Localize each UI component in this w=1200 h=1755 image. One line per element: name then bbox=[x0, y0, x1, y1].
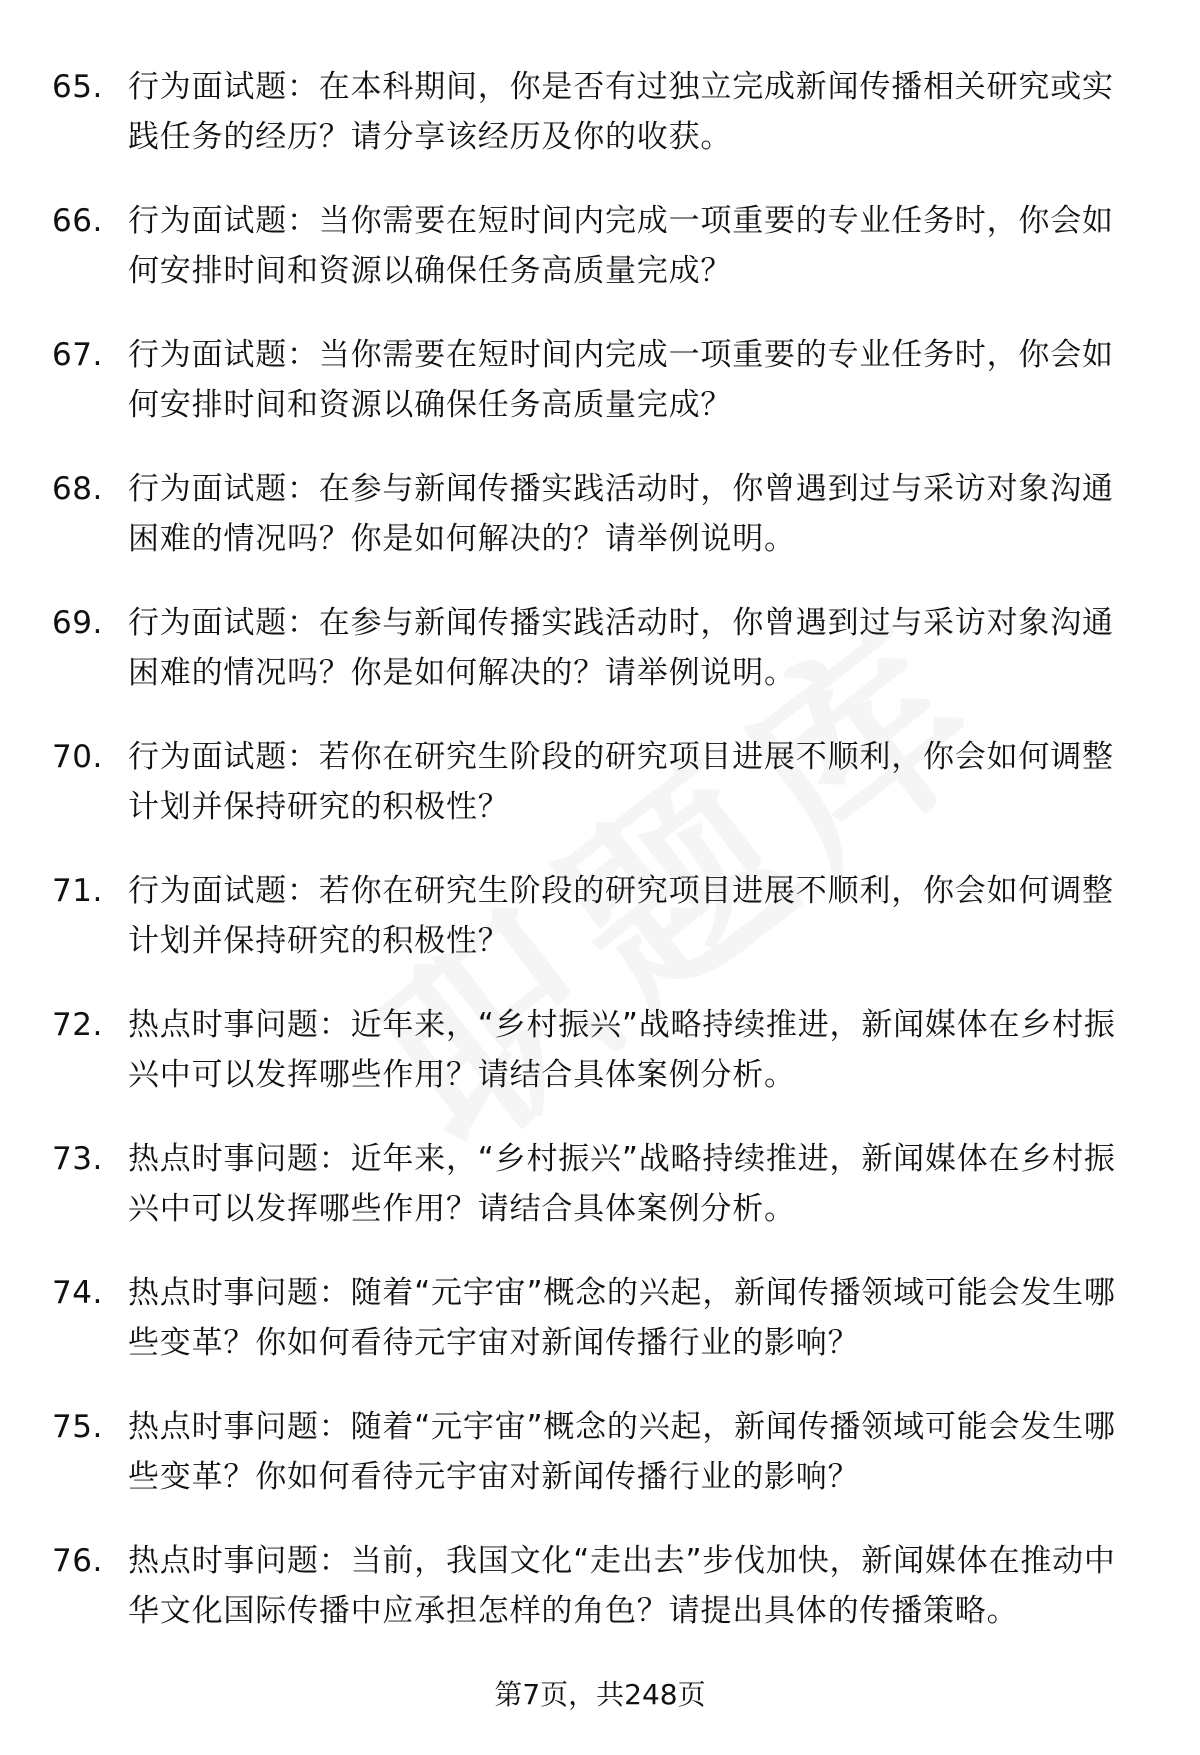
question-number: 68. bbox=[52, 471, 103, 507]
question-item bbox=[52, 1268, 1152, 1368]
question-number: 72. bbox=[52, 1007, 103, 1043]
question-number: 73. bbox=[52, 1141, 103, 1177]
question-item bbox=[52, 1134, 1152, 1234]
question-item bbox=[52, 1536, 1152, 1636]
question-text: 行为面试题：当你需要在短时间内完成一项重要的专业任务时，你会如何安排时间和资源以确保任务高质量完成？ bbox=[128, 337, 1114, 423]
page-footer: 第7页，共248页 bbox=[494, 1678, 706, 1711]
question-item bbox=[52, 1000, 1152, 1100]
question-number: 66. bbox=[52, 203, 103, 239]
question-item bbox=[52, 62, 1152, 162]
question-text: 热点时事问题：随着“元宇宙”概念的兴起，新闻传播领域可能会发生哪些变革？你如何看待元宇宙对新闻传播行业的影响？ bbox=[128, 1409, 1116, 1495]
question-number: 65. bbox=[52, 69, 103, 105]
question-number: 70. bbox=[52, 739, 103, 775]
question-text: 热点时事问题：近年来，“乡村振兴”战略持续推进，新闻媒体在乡村振兴中可以发挥哪些作用？请结合具体案例分析。 bbox=[128, 1007, 1116, 1093]
question-item bbox=[52, 330, 1152, 430]
question-list bbox=[52, 62, 1152, 1670]
question-item bbox=[52, 866, 1152, 966]
question-item bbox=[52, 598, 1152, 698]
question-item bbox=[52, 1402, 1152, 1502]
question-text: 热点时事问题：当前，我国文化“走出去”步伐加快，新闻媒体在推动中华文化国际传播中应承担怎样的角色？请提出具体的传播策略。 bbox=[128, 1543, 1116, 1629]
question-number: 67. bbox=[52, 337, 103, 373]
question-number: 74. bbox=[52, 1275, 103, 1311]
question-text: 热点时事问题：随着“元宇宙”概念的兴起，新闻传播领域可能会发生哪些变革？你如何看待元宇宙对新闻传播行业的影响？ bbox=[128, 1275, 1116, 1361]
question-item bbox=[52, 732, 1152, 832]
question-text: 行为面试题：若你在研究生阶段的研究项目进展不顺利，你会如何调整计划并保持研究的积极性？ bbox=[128, 739, 1114, 825]
question-number: 69. bbox=[52, 605, 103, 641]
question-number: 71. bbox=[52, 873, 103, 909]
question-number: 76. bbox=[52, 1543, 103, 1579]
question-item bbox=[52, 464, 1152, 564]
question-text: 热点时事问题：近年来，“乡村振兴”战略持续推进，新闻媒体在乡村振兴中可以发挥哪些作用？请结合具体案例分析。 bbox=[128, 1141, 1116, 1227]
question-number: 75. bbox=[52, 1409, 103, 1445]
question-text: 行为面试题：若你在研究生阶段的研究项目进展不顺利，你会如何调整计划并保持研究的积极性？ bbox=[128, 873, 1114, 959]
question-text: 行为面试题：在本科期间，你是否有过独立完成新闻传播相关研究或实践任务的经历？请分享该经历及你的收获。 bbox=[128, 69, 1114, 155]
question-text: 行为面试题：当你需要在短时间内完成一项重要的专业任务时，你会如何安排时间和资源以确保任务高质量完成？ bbox=[128, 203, 1114, 289]
question-text: 行为面试题：在参与新闻传播实践活动时，你曾遇到过与采访对象沟通困难的情况吗？你是如何解决的？请举例说明。 bbox=[128, 471, 1114, 557]
question-text: 行为面试题：在参与新闻传播实践活动时，你曾遇到过与采访对象沟通困难的情况吗？你是如何解决的？请举例说明。 bbox=[128, 605, 1114, 691]
question-item bbox=[52, 196, 1152, 296]
